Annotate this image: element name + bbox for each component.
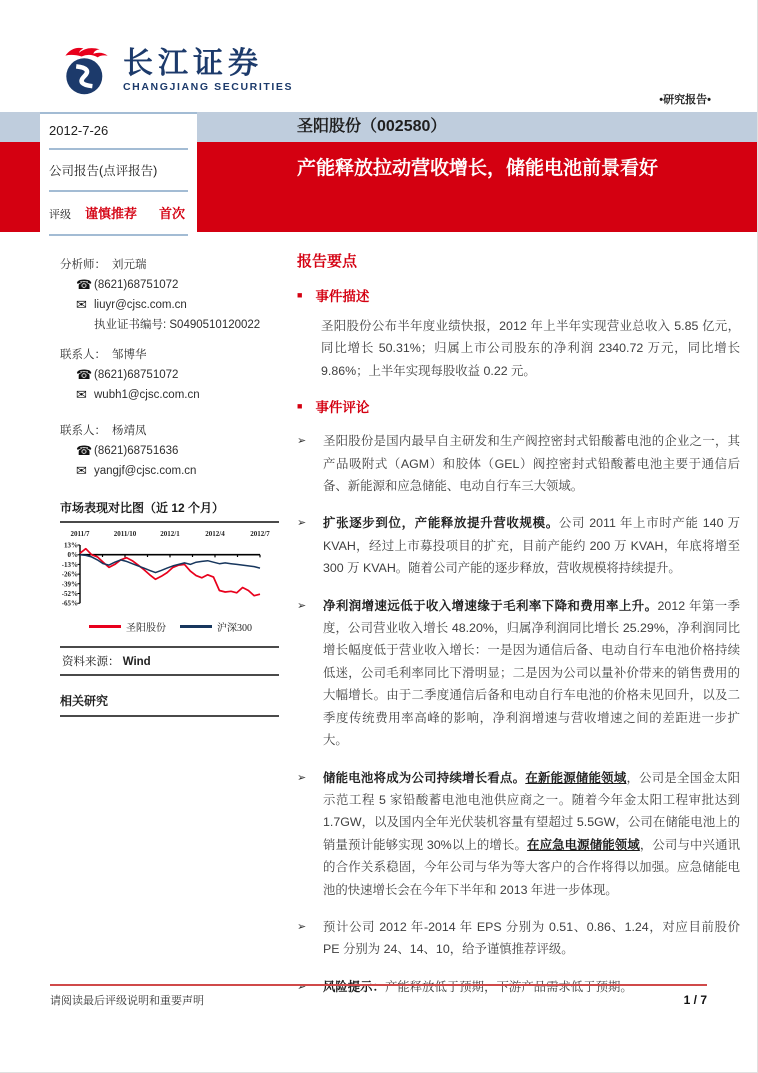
svg-text:-13%: -13% bbox=[62, 560, 78, 569]
key-points-heading: 报告要点 bbox=[297, 253, 358, 270]
arrow-bullet-icon: ➢ bbox=[297, 771, 307, 784]
rating-label: 评级 bbox=[49, 209, 71, 221]
event-desc-paragraph: 圣阳股份公布半年度业绩快报，2012 年上半年实现营业总收入 5.85 亿元，同比增长 50.31%；归属上市公司股东的净利润 2340.72 万元，同比增长 9.86%；上半年实现每股收益 0.22 元。 bbox=[321, 319, 740, 378]
contact-label: 联系人： bbox=[60, 425, 106, 437]
data-source-label: 资料来源： bbox=[62, 656, 120, 668]
analyst-label: 分析师： bbox=[60, 259, 106, 271]
report-meta-box bbox=[40, 112, 197, 236]
report-title: 产能释放拉动营收增长，储能电池前景看好 bbox=[297, 158, 659, 179]
legend-label: 圣阳股份 bbox=[126, 623, 166, 634]
arrow-bullet-icon: ➢ bbox=[297, 599, 307, 612]
bullet-item bbox=[297, 595, 740, 752]
event-desc-title: 事件描述 bbox=[315, 289, 370, 304]
analyst-email: liuyr@cjsc.com.cn bbox=[94, 299, 187, 311]
data-source-value: Wind bbox=[122, 656, 151, 668]
event-comment-title: 事件评论 bbox=[315, 400, 370, 416]
arrow-bullet-icon: ➢ bbox=[297, 517, 307, 530]
rating-row bbox=[49, 192, 188, 236]
market-chart bbox=[60, 527, 279, 634]
rating-first-badge: 首次 bbox=[159, 206, 186, 221]
bullet-text: 圣阳股份是国内最早自主研发和生产阀控密封式铅酸蓄电池的企业之一，其产品吸附式（AGM）和胶体（GEL）阀控密封式铅酸蓄电池主要于通信后备、新能源和应急储能、电动自行车三大领域。 bbox=[323, 434, 740, 494]
contact-label: 联系人： bbox=[60, 349, 106, 361]
brand-name-en: CHANGJIANG SECURITIES bbox=[123, 80, 294, 93]
page-number: 1 / 7 bbox=[683, 993, 707, 1007]
svg-text:-52%: -52% bbox=[62, 590, 78, 598]
contact-name: 邹博华 bbox=[112, 349, 147, 361]
contact-phone: (8621)68751636 bbox=[94, 445, 179, 457]
chart-legend bbox=[62, 619, 279, 634]
svg-text:2011/7: 2011/7 bbox=[70, 530, 90, 538]
contact-email: wubh1@cjsc.com.cn bbox=[94, 389, 200, 401]
brand-header bbox=[60, 42, 293, 98]
contact-phone-row bbox=[60, 365, 279, 385]
svg-text:2011/10: 2011/10 bbox=[113, 530, 137, 538]
email-icon: ✉ bbox=[76, 387, 87, 402]
legend-item bbox=[89, 619, 166, 634]
arrow-bullet-icon: ➢ bbox=[297, 435, 307, 448]
market-chart-svg bbox=[62, 527, 274, 609]
sidebar bbox=[60, 255, 279, 717]
changjiang-logo-icon bbox=[60, 42, 114, 98]
contact-phone: (8621)68751072 bbox=[94, 369, 179, 381]
contact-row bbox=[60, 421, 279, 441]
analyst-license: 执业证书编号: S0490510120022 bbox=[94, 319, 261, 331]
square-bullet-icon: ■ bbox=[297, 289, 303, 300]
data-source-row bbox=[60, 646, 279, 676]
research-report-tag: •研究报告• bbox=[659, 94, 711, 106]
bullet-item bbox=[297, 512, 740, 579]
analyst-phone: (8621)68751072 bbox=[94, 279, 179, 291]
bullet-item bbox=[297, 430, 740, 497]
page-footer bbox=[50, 984, 707, 1008]
analyst-phone-row bbox=[60, 275, 279, 295]
contact-row bbox=[60, 345, 279, 365]
brand-name-cn: 长江证券 bbox=[123, 46, 263, 80]
event-desc-head bbox=[297, 285, 740, 305]
analyst-name: 刘元瑞 bbox=[112, 259, 147, 271]
stock-name: 圣阳股份（002580） bbox=[297, 118, 447, 135]
svg-text:-65%: -65% bbox=[62, 599, 78, 608]
bullet-item bbox=[297, 767, 740, 901]
related-research-heading: 相关研究 bbox=[60, 692, 279, 717]
report-body bbox=[297, 250, 740, 1013]
svg-text:-39%: -39% bbox=[62, 580, 78, 589]
svg-text:2012/7: 2012/7 bbox=[250, 530, 270, 538]
bullet-item bbox=[297, 916, 740, 961]
analyst-email-row bbox=[60, 295, 279, 315]
arrow-bullet-icon: ➢ bbox=[297, 980, 307, 993]
title-block bbox=[0, 112, 758, 232]
arrow-bullet-icon: ➢ bbox=[297, 920, 307, 933]
bullet-text: 扩张逐步到位，产能释放提升营收规模。公司 2011 年上市时产能 140 万 KVAH，经过上市募投项目的扩充，目前产能约 200 万 KVAH，年底将增至 300 万 KVAH。随着公司产能的逐步释放，营收规模将持续提升。 bbox=[323, 516, 741, 576]
market-chart-title: 市场表现对比图（近 12 个月） bbox=[60, 499, 279, 523]
phone-icon: ☎ bbox=[76, 277, 93, 292]
contact-phone-row bbox=[60, 441, 279, 461]
contact-name: 杨靖凤 bbox=[112, 425, 147, 437]
svg-text:2012/4: 2012/4 bbox=[205, 530, 225, 538]
svg-text:-26%: -26% bbox=[62, 570, 78, 579]
legend-item bbox=[180, 619, 252, 634]
footer-disclaimer: 请阅读最后评级说明和重要声明 bbox=[50, 995, 204, 1007]
contact-email-row bbox=[60, 461, 279, 481]
phone-icon: ☎ bbox=[76, 443, 93, 458]
svg-text:13%: 13% bbox=[64, 541, 78, 550]
legend-label: 沪深300 bbox=[217, 623, 252, 634]
contact-email: yangjf@cjsc.com.cn bbox=[94, 465, 197, 477]
bullet-text: 储能电池将成为公司持续增长看点。在新能源储能领域，公司是全国金太阳示范工程 5 家铅酸蓄电池电池供应商之一。随着今年金太阳工程审批达到 1.7GW，以及国内全年光伏装机容量有望超过 5.5GW，公司在储能电池上的销量预计能够实现 30%以上的增长。在应急电源储能领域，公司与中兴通讯的合作关系稳固，今年公司与华为等大客户的合作将得以加强。应急储能电池的快速增长会在今年下半年和 2013 年进一步体现。 bbox=[323, 770, 741, 897]
bullet-text: 预计公司 2012 年-2014 年 EPS 分别为 0.51、0.86、1.24，对应目前股价 PE 分别为 24、14、10，给予谨慎推荐评级。 bbox=[323, 919, 740, 957]
svg-text:0%: 0% bbox=[67, 551, 78, 560]
report-date: 2012-7-26 bbox=[49, 114, 188, 150]
square-bullet-icon: ■ bbox=[297, 400, 303, 411]
contact-email-row bbox=[60, 385, 279, 405]
bullet-text: 风险提示：产能释放低于预期，下游产品需求低于预期。 bbox=[323, 979, 633, 994]
phone-icon: ☎ bbox=[76, 367, 93, 382]
analyst-row bbox=[60, 255, 279, 275]
email-icon: ✉ bbox=[76, 463, 87, 478]
bullet-text: 净利润增速远低于收入增速缘于毛利率下降和费用率上升。2012 年第一季度，公司营业收入增长 48.20%，归属净利润同比增长 25.29%，净利润同比增长幅度低于营业收入增长：一是因为通信后备、电动自行车电池价格持续低迷，公司毛利率同比下滑明显；二是因为公司以量补价带来的销售费用的大幅增长。由于二季度通信后备和电动自行车电池的价格未见回升，以及二季度传统费用率高峰的影响，净利润增速与营收增速之间的差距进一步扩大。 bbox=[323, 598, 741, 748]
email-icon: ✉ bbox=[76, 297, 87, 312]
event-comment-head bbox=[297, 396, 740, 416]
brand-name bbox=[123, 47, 293, 94]
report-type: 公司报告(点评报告) bbox=[49, 150, 188, 192]
svg-text:2012/1: 2012/1 bbox=[160, 530, 180, 538]
legend-swatch bbox=[180, 625, 212, 628]
legend-swatch bbox=[89, 625, 121, 628]
comment-bullets bbox=[297, 430, 740, 998]
rating-value: 谨慎推荐 bbox=[85, 206, 138, 221]
